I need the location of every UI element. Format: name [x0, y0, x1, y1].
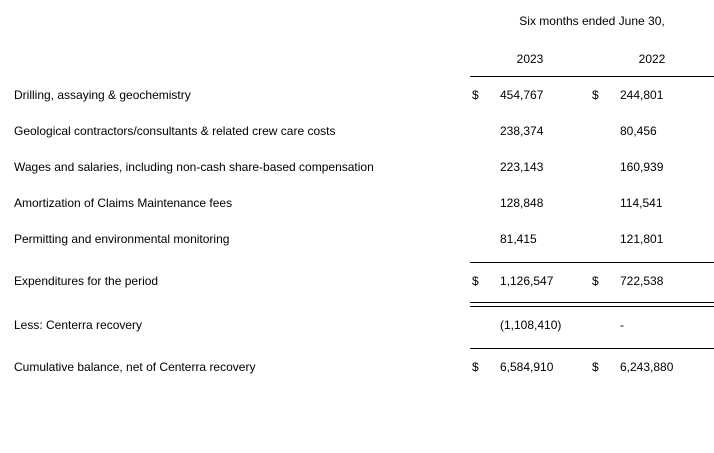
row-value-2022: 6,243,880	[620, 360, 674, 374]
row-currency-2022	[590, 149, 612, 185]
row-label: Drilling, assaying & geochemistry	[14, 88, 191, 102]
table-row	[0, 149, 714, 185]
row-value-2023: 1,126,547	[500, 274, 554, 288]
row-value-2022: 114,541	[620, 196, 663, 210]
table-row	[0, 113, 714, 149]
table-header-period-row	[0, 0, 714, 52]
row-value-2023: (1,108,410)	[500, 318, 562, 332]
row-value-2023: 81,415	[500, 232, 537, 246]
column-header-2023: 2023	[516, 52, 544, 66]
row-currency-2022	[590, 307, 612, 343]
row-value-2022: 244,801	[620, 88, 664, 102]
row-value-2022: -	[620, 318, 624, 332]
row-currency-2022: $	[592, 360, 599, 374]
row-value-2023: 238,374	[500, 124, 544, 138]
row-currency-2022	[590, 221, 612, 257]
row-currency-2022	[590, 113, 612, 149]
row-currency-2023	[470, 221, 492, 257]
row-currency-2023	[470, 307, 492, 343]
row-label: Expenditures for the period	[14, 274, 159, 288]
table-row	[0, 221, 714, 257]
row-value-2023: 128,848	[500, 196, 544, 210]
year-header-spacer	[0, 52, 470, 72]
row-currency-2023	[470, 113, 492, 149]
row-currency-2022	[590, 185, 612, 221]
row-value-2023: 6,584,910	[500, 360, 554, 374]
row-currency-2023: $	[472, 360, 479, 374]
table-row	[0, 77, 714, 113]
subtotal-double-rule-row	[0, 299, 714, 307]
row-label: Permitting and environmental monitoring	[14, 232, 230, 246]
row-label: Cumulative balance, net of Centerra recovery	[14, 360, 256, 374]
table-row-total	[0, 349, 714, 385]
row-currency-2023	[470, 185, 492, 221]
period-header: Six months ended June 30,	[519, 14, 665, 28]
row-value-2022: 722,538	[620, 274, 664, 288]
row-currency-2023: $	[472, 88, 479, 102]
table-row	[0, 185, 714, 221]
rule-spacer	[0, 299, 470, 307]
row-value-2023: 454,767	[500, 88, 544, 102]
row-currency-2023	[470, 149, 492, 185]
double-rule-2022	[590, 299, 714, 307]
row-value-2022: 80,456	[620, 124, 657, 138]
row-currency-2023: $	[472, 274, 479, 288]
row-label: Less: Centerra recovery	[14, 318, 143, 332]
row-label: Wages and salaries, including non-cash share-based compensation	[14, 160, 374, 174]
row-label: Amortization of Claims Maintenance fees	[14, 196, 233, 210]
row-value-2022: 160,939	[620, 160, 664, 174]
table-header-years-row	[0, 52, 714, 72]
row-value-2023: 223,143	[500, 160, 544, 174]
column-header-2022: 2022	[638, 52, 666, 66]
double-rule-2023	[470, 299, 590, 307]
table-row	[0, 307, 714, 343]
row-value-2022: 121,801	[620, 232, 664, 246]
header-spacer	[0, 0, 470, 52]
row-currency-2022: $	[592, 88, 599, 102]
row-currency-2022: $	[592, 274, 599, 288]
row-label: Geological contractors/consultants & related crew care costs	[14, 124, 336, 138]
table-row-subtotal	[0, 263, 714, 299]
